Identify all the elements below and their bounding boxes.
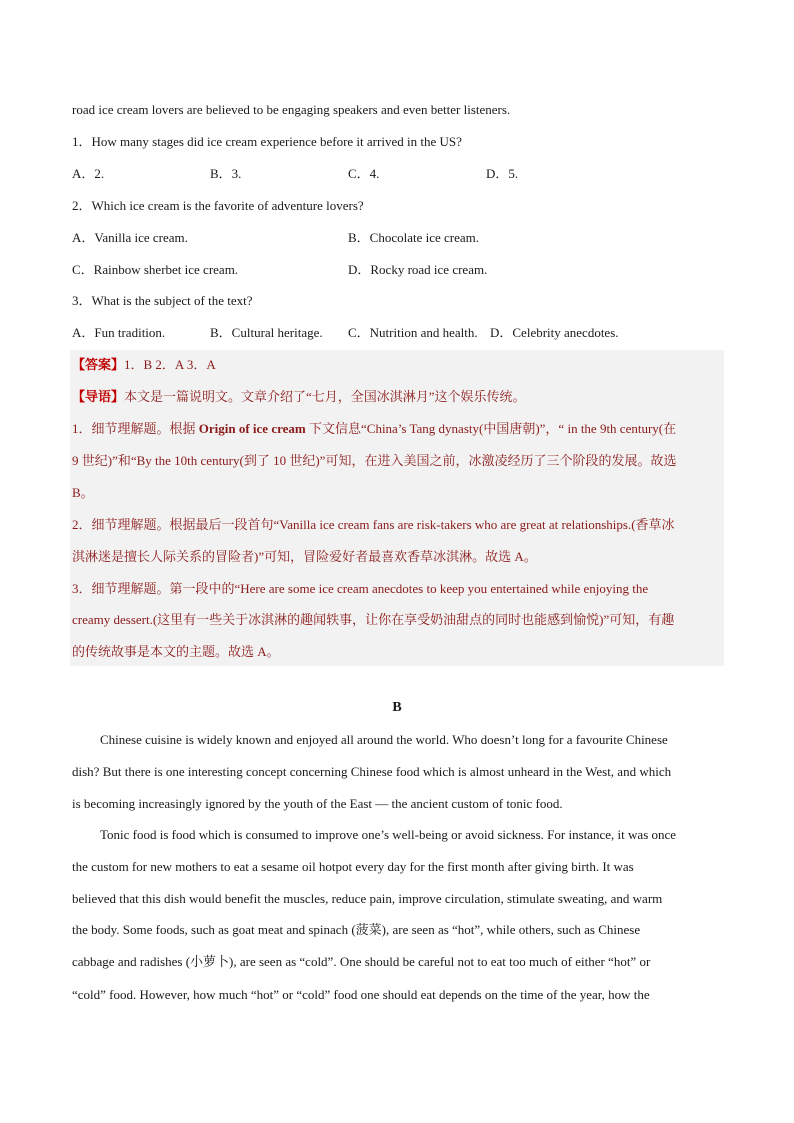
- paragraph-2-line-3: believed that this dish would benefit the muscles, reduce pain, improve circulation, stimulate sweating, and warm: [72, 891, 663, 906]
- explanation-1-line-2: 9 世纪)”和“By the 10th century(到了 10 世纪)”可知，在进入美国之前，冰激凌经历了三个阶段的发展。故选: [72, 453, 677, 468]
- question-1-stem: 1．How many stages did ice cream experience before it arrived in the US?: [72, 134, 462, 149]
- section-b-title: B: [392, 700, 402, 715]
- question-3-option-d: D．Celebrity anecdotes.: [490, 325, 619, 340]
- paragraph-2-line-4: the body. Some foods, such as goat meat and spinach (菠菜), are seen as “hot”, while others, such as Chinese: [72, 922, 641, 937]
- explanation-2-line-1: 2．细节理解题。根据最后一段首句“Vanilla ice cream fans are risk-takers who are great at relationships.(香草冰: [72, 517, 675, 532]
- question-2-option-c: C．Rainbow sherbet ice cream.: [72, 262, 239, 277]
- question-2-option-d: D．Rocky road ice cream.: [348, 262, 488, 277]
- explanation-1-bold-heading: Origin of ice cream: [198, 421, 306, 436]
- explanation-1-line-3: B。: [72, 485, 94, 500]
- paragraph-2-line-2: the custom for new mothers to eat a sesame oil hotpot every day for the first month after giving birth. It was: [72, 859, 634, 874]
- explanation-1-line-1: [72, 421, 722, 437]
- question-2-stem: 2．Which ice cream is the favorite of adventure lovers?: [72, 198, 364, 213]
- paragraph-2-line-6: “cold” food. However, how much “hot” or “cold” food one should eat depends on the time of the year, how the: [72, 987, 650, 1002]
- question-3-option-b: B．Cultural heritage.: [210, 325, 323, 340]
- guide-label: 【导语】: [72, 389, 125, 404]
- question-1-option-b: B．3.: [210, 166, 242, 181]
- answer-line: [72, 357, 722, 373]
- question-2-option-a: A．Vanilla ice cream.: [72, 230, 188, 245]
- guide-text: 本文是一篇说明文。文章介绍了“七月，全国冰淇淋月”这个娱乐传统。: [124, 389, 526, 404]
- explanation-1-text-b: 下文信息“China’s Tang dynasty(中国唐朝)”，“ in the 9th century(在: [305, 421, 677, 436]
- explanation-2-line-2: 淇淋迷是擅长人际关系的冒险者)”可知，冒险爱好者最喜欢香草冰淇淋。故选 A。: [72, 549, 537, 564]
- explanation-3-line-2: creamy dessert.(这里有一些关于冰淇淋的趣闻轶事，让你在享受奶油甜点的同时也能感到愉悦)”可知，有趣: [72, 612, 675, 627]
- explanation-3-line-3: 的传统故事是本文的主题。故选 A。: [72, 644, 280, 659]
- intro-line: road ice cream lovers are believed to be engaging speakers and even better listeners.: [72, 102, 511, 117]
- paragraph-1-line-1: Chinese cuisine is widely known and enjoyed all around the world. Who doesn’t long for a favourite Chinese: [100, 732, 668, 747]
- paragraph-1-line-3: is becoming increasingly ignored by the youth of the East — the ancient custom of tonic food.: [72, 796, 563, 811]
- question-3-option-a: A．Fun tradition.: [72, 325, 166, 340]
- question-3-stem: 3．What is the subject of the text?: [72, 293, 253, 308]
- answer-label: 【答案】: [72, 357, 125, 372]
- paragraph-2-line-1: Tonic food is food which is consumed to improve one’s well-being or avoid sickness. For instance, it was once: [100, 827, 677, 842]
- guide-line: [72, 389, 722, 405]
- explanation-1-text-a: 1．细节理解题。根据: [72, 421, 199, 436]
- paragraph-2-line-5: cabbage and radishes (小萝卜), are seen as “cold”. One should be careful not to eat too much of either “hot” or: [72, 954, 651, 969]
- question-1-option-a: A．2.: [72, 166, 105, 181]
- explanation-3-line-1: 3．细节理解题。第一段中的“Here are some ice cream anecdotes to keep you entertained while enjoying the: [72, 581, 649, 596]
- question-2-option-b: B．Chocolate ice cream.: [348, 230, 480, 245]
- paragraph-1-line-2: dish? But there is one interesting concept concerning Chinese food which is almost unheard in the West, and which: [72, 764, 672, 779]
- question-3-option-c: C．Nutrition and health.: [348, 325, 478, 340]
- question-1-option-d: D．5.: [486, 166, 519, 181]
- answer-text: 1．B 2．A 3．A: [124, 357, 216, 372]
- question-1-option-c: C．4.: [348, 166, 380, 181]
